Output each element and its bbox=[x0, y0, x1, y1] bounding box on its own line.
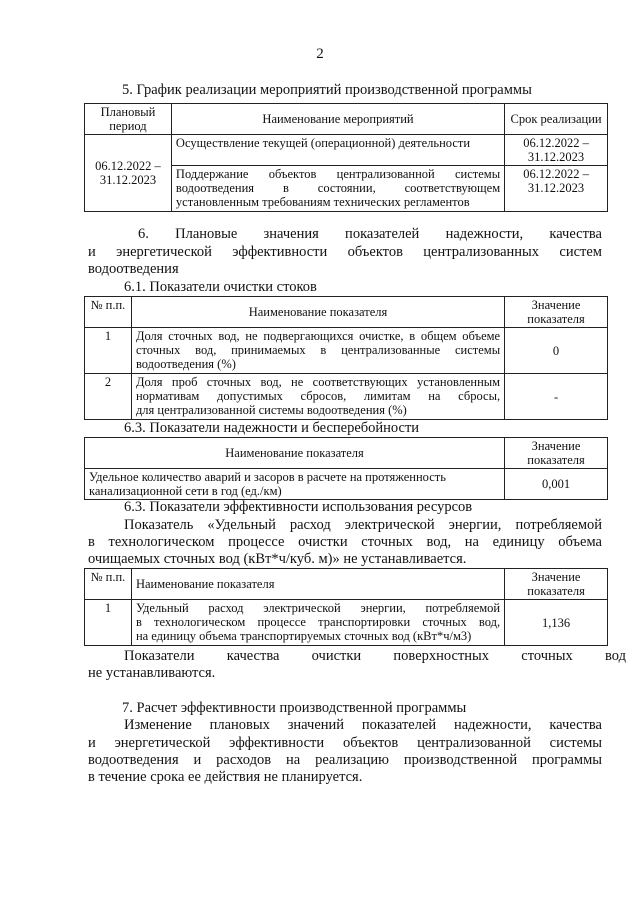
indicator-value: 0 bbox=[505, 328, 608, 374]
resource-paragraph-line3: очищаемых сточных вод (кВт*ч/куб. м)» не устанавливается. bbox=[88, 551, 467, 567]
activity-2: Поддержание объектов централизованной системы водоотведения в состоянии, соответствующем установленным требованиям технических регламентов bbox=[171, 166, 504, 212]
treatment-indicators-table bbox=[84, 296, 608, 420]
subsection-6-1-title: 6.1. Показатели очистки стоков bbox=[124, 279, 317, 295]
surface-water-note-line2: не устанавливаются. bbox=[88, 665, 216, 681]
reliability-table bbox=[84, 437, 608, 500]
section-5-heading: 5. График реализации мероприятий производственной программы bbox=[122, 82, 532, 98]
section-7-heading: 7. Расчет эффективности производственной программы bbox=[122, 700, 467, 716]
col-header-value: Значение показателя bbox=[505, 438, 608, 469]
subsection-6-3-title: 6.3. Показатели эффективности использования ресурсов bbox=[124, 499, 473, 515]
term-2: 06.12.2022 – 31.12.2023 bbox=[505, 166, 608, 212]
section-7-paragraph-line4: в течение срока ее действия не планируется. bbox=[88, 769, 363, 785]
section-6-heading-line1: 6. Плановые значения показателей надежности, качества bbox=[138, 226, 602, 242]
col-header-value: Значение показателя bbox=[505, 569, 608, 600]
row-number: 1 bbox=[85, 600, 132, 646]
col-header-indicator: Наименование показателя bbox=[131, 297, 504, 328]
resource-paragraph-line2: в технологическом процессе очистки сточных вод, на единицу объема bbox=[88, 534, 602, 550]
energy-table bbox=[84, 568, 608, 646]
col-header-activity: Наименование мероприятий bbox=[171, 104, 504, 135]
col-header-period: Плановый период bbox=[85, 104, 172, 135]
activity-1: Осуществление текущей (операционной) деятельности bbox=[171, 135, 504, 166]
resource-paragraph-line1: Показатель «Удельный расход электрической энергии, потребляемой bbox=[124, 517, 602, 533]
indicator-text: Удельный расход электрической энергии, потребляемой в технологическом процессе транспортировки сточных вод, на единицу объема транспортируемых сточных вод (кВт*ч/м3) bbox=[131, 600, 504, 646]
schedule-table bbox=[84, 103, 608, 212]
section-7-paragraph-line2: и энергетической эффективности объектов централизованной системы bbox=[88, 735, 602, 751]
section-6-heading-line2: и энергетической эффективности объектов централизованных систем bbox=[88, 244, 602, 260]
indicator-text: Удельное количество аварий и засоров в расчете на протяженность канализационной сети в год (ед./км) bbox=[85, 469, 505, 500]
section-7-paragraph-line1: Изменение плановых значений показателей надежности, качества bbox=[124, 717, 602, 733]
col-header-indicator: Наименование показателя bbox=[85, 438, 505, 469]
section-6-heading-line3: водоотведения bbox=[88, 261, 179, 277]
surface-water-note-line1: Показатели качества очистки поверхностных сточных вод bbox=[124, 648, 626, 664]
col-header-num: № п.п. bbox=[85, 569, 132, 600]
page-number: 2 bbox=[316, 46, 324, 62]
col-header-num: № п.п. bbox=[85, 297, 132, 328]
col-header-term: Срок реализации bbox=[505, 104, 608, 135]
indicator-text: Доля сточных вод, не подвергающихся очистке, в общем объеме сточных вод, принимаемых в централизованные системы водоотведения (%) bbox=[131, 328, 504, 374]
section-7-paragraph-line3: водоотведения и расходов на реализацию производственной программы bbox=[88, 752, 602, 768]
row-number: 1 bbox=[85, 328, 132, 374]
row-number: 2 bbox=[85, 374, 132, 420]
indicator-value: 1,136 bbox=[505, 600, 608, 646]
col-header-indicator: Наименование показателя bbox=[131, 569, 504, 600]
col-header-value: Значение показателя bbox=[505, 297, 608, 328]
period-cell: 06.12.2022 – 31.12.2023 bbox=[85, 135, 172, 212]
indicator-value: 0,001 bbox=[505, 469, 608, 500]
term-1: 06.12.2022 – 31.12.2023 bbox=[505, 135, 608, 166]
indicator-text: Доля проб сточных вод, не соответствующих установленным нормативам допустимых сбросов, лимитам на сбросы, для централизованной системы водоотведения (%) bbox=[131, 374, 504, 420]
indicator-value: - bbox=[505, 374, 608, 420]
subsection-6-2-title: 6.3. Показатели надежности и бесперебойности bbox=[124, 420, 420, 436]
